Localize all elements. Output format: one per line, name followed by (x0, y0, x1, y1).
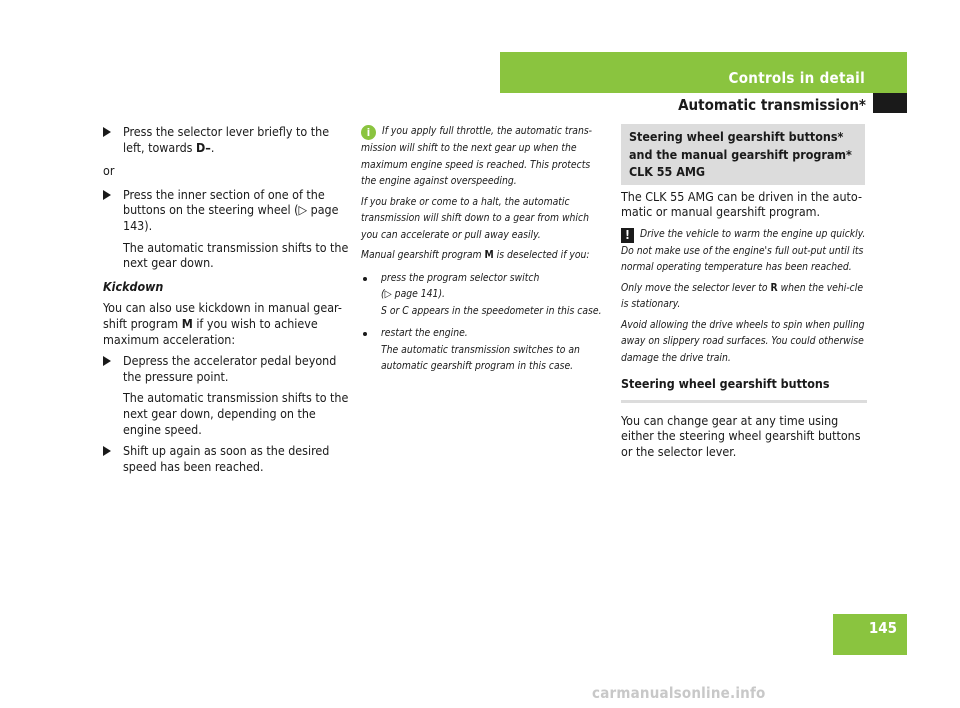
list-item: restart the engine. The automatic transmission switches to an automatic gearshift program in this case. (361, 325, 606, 375)
section-title: Controls in detail (728, 69, 865, 87)
note-paragraph: Manual gearshift program M is deselected if you: (361, 249, 590, 261)
step-item: Press the inner section of one of the buttons on the steering wheel (▷ page 143). (103, 187, 351, 234)
arrow-bullet-icon (103, 190, 111, 200)
intro-paragraph: The CLK 55 AMG can be driven in the auto-matic or manual gearshift program. (621, 188, 862, 220)
column-right (621, 124, 867, 460)
list-item: press the program selector switch (▷ page 141). S or C appears in the speedometer in this case. (361, 270, 606, 320)
info-note: i If you apply full throttle, the automatic trans-mission will shift to the next gear up when the maximum engine speed is reached. This protects the engine against overspeeding. (361, 125, 593, 187)
page-number-box (833, 614, 907, 655)
info-icon: i (361, 125, 376, 140)
warning-paragraph: Only move the selector lever to R when the vehi-cle is stationary. (621, 281, 864, 311)
step-result: The automatic transmission shifts to the next gear down. (123, 239, 349, 271)
arrow-bullet-icon (103, 127, 111, 137)
section-heading: Steering wheel gearshift buttons (621, 376, 867, 403)
kickdown-paragraph: You can also use kickdown in manual gear-shift program M if you wish to achieve maximum acceleration: (103, 300, 342, 347)
header-tab-marker (873, 93, 907, 113)
warning-paragraph: Avoid allowing the drive wheels to spin when pulling away on slippery road surfaces. You could otherwise damage the drive train. (621, 318, 865, 364)
step-item: Depress the accelerator pedal beyond the pressure point. (103, 353, 351, 384)
header-bar (500, 52, 907, 93)
step-item: Shift up again as soon as the desired speed has been reached. (103, 443, 351, 474)
step-result: The automatic transmission shifts to the next gear down, depending on the engine speed. (123, 390, 349, 437)
warning-icon: ! (621, 228, 634, 243)
column-left (103, 124, 351, 474)
arrow-bullet-icon (103, 356, 111, 366)
arrow-bullet-icon (103, 446, 111, 456)
body-paragraph: You can change gear at any time using either the steering wheel gearshift buttons or the selector lever. (621, 412, 861, 459)
step-item: Press the selector lever briefly to the left, towards D–. (103, 124, 351, 155)
kickdown-heading: Kickdown (103, 278, 164, 294)
section-box-heading: Steering wheel gearshift buttons* and the manual gearshift program* CLK 55 AMG (621, 124, 865, 185)
page-number: 145 (868, 619, 897, 637)
watermark: carmanualsonline.info (592, 684, 766, 702)
column-middle-notes (361, 123, 606, 375)
subsection-title: Automatic transmission* (678, 96, 866, 114)
note-paragraph: If you brake or come to a halt, the automatic transmission will shift down to a gear from which you can accelerate or pull away easily. (361, 195, 589, 241)
or-text: or (103, 163, 115, 179)
warning-note: ! Drive the vehicle to warm the engine up quickly. Do not make use of the engine's full out-put until its normal operating temperature has been reached. (621, 227, 866, 274)
